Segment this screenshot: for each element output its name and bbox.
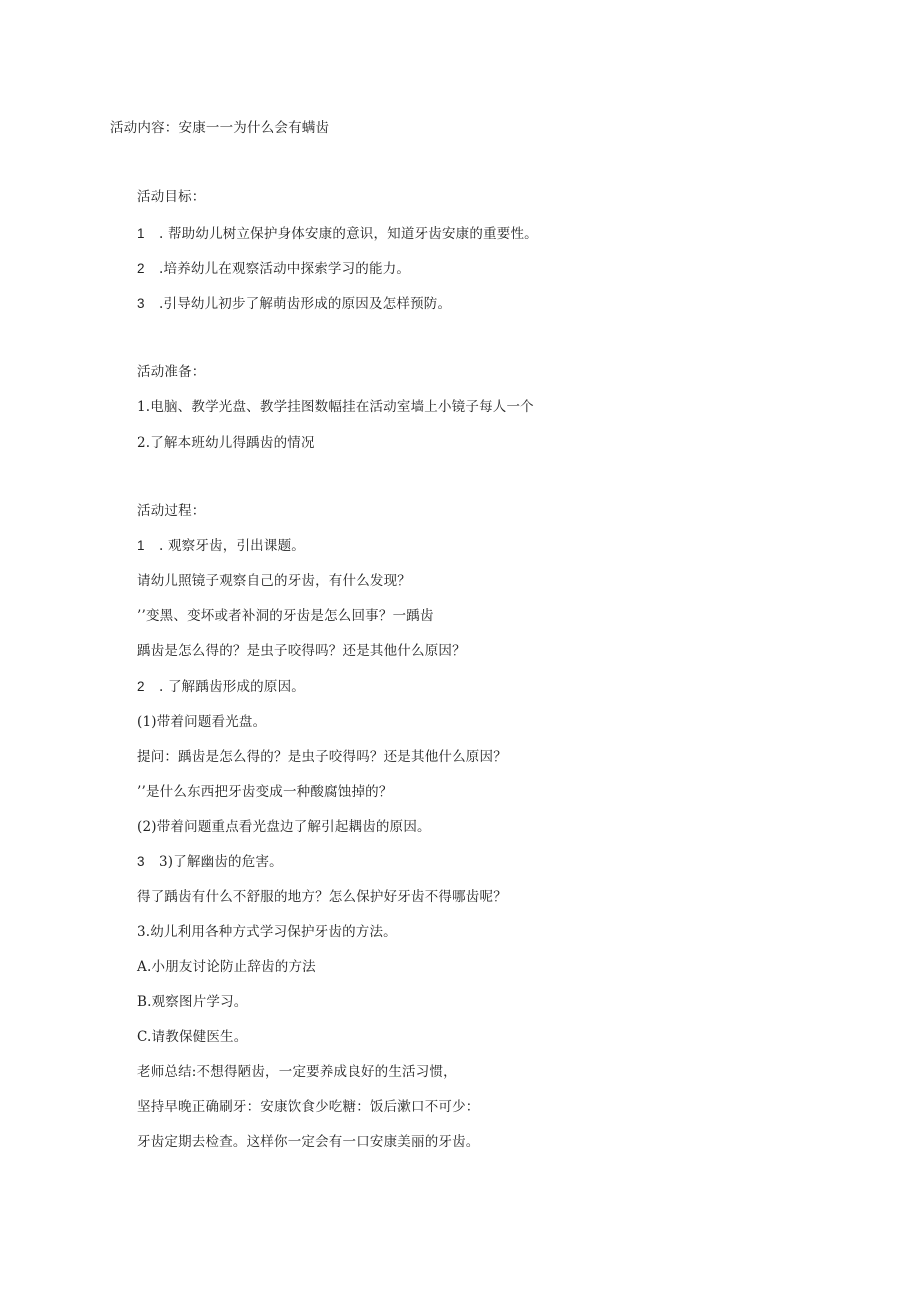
goal-number: 1 — [137, 226, 145, 241]
goal-number: 2 — [137, 261, 145, 276]
process-line: ’’是什么东西把牙齿变成一种酸腐蚀掉的？ — [137, 784, 393, 800]
goal-item — [137, 225, 538, 243]
step-text: 3)了解幽齿的危害。 — [159, 854, 283, 870]
process-heading: 活动过程： — [137, 503, 206, 519]
goal-text: . 帮助幼儿树立保护身体安康的意识，知道牙齿安康的重要性。 — [159, 226, 538, 242]
process-line: C.请教保健医生。 — [137, 1029, 248, 1045]
process-line: 老师总结:不想得陋齿，一定要养成良好的生活习惯， — [137, 1064, 457, 1080]
goal-item — [137, 295, 451, 313]
process-line: 得了踽齿有什么不舒服的地方？怎么保护好牙齿不得哪齿呢？ — [137, 889, 507, 905]
process-line: 坚持早晚正确刷牙：安康饮食少吃糖：饭后漱口不可少： — [137, 1099, 480, 1115]
process-line: 提问：踽齿是怎么得的？是虫子咬得吗？还是其他什么原因？ — [137, 749, 507, 765]
process-line: 请幼儿照镜子观察自己的牙齿，有什么发现？ — [137, 573, 411, 589]
process-line: ’’变黑、变坏或者补洞的牙齿是怎么回事？一踽齿 — [137, 608, 434, 624]
process-line: B.观察图片学习。 — [137, 994, 248, 1010]
step-number: 3 — [137, 854, 145, 869]
preparation-item: 1.电脑、教学光盘、教学挂图数幅挂在活动室墙上小镜子每人一个 — [137, 399, 534, 415]
document-title: 活动内容：安康一一为什么会有螨齿 — [110, 120, 330, 136]
process-line: 踽齿是怎么得的？是虫子咬得吗？还是其他什么原因？ — [137, 643, 466, 659]
process-step — [137, 537, 305, 555]
goal-text: .引导幼儿初步了解萌齿形成的原因及怎样预防。 — [159, 296, 452, 312]
process-step — [137, 853, 283, 871]
goal-number: 3 — [137, 296, 145, 311]
step-text: . 观察牙齿，引出课题。 — [159, 538, 305, 554]
process-line: (2)带着问题重点看光盘边了解引起耦齿的原因。 — [137, 819, 431, 835]
preparation-heading: 活动准备： — [137, 364, 206, 380]
process-step — [137, 678, 305, 696]
process-line: 牙齿定期去检查。这样你一定会有一口安康美丽的牙齿。 — [137, 1134, 480, 1150]
goal-text: .培养幼儿在观察活动中探索学习的能力。 — [159, 261, 411, 277]
goals-heading: 活动目标： — [137, 189, 206, 205]
preparation-item: 2.了解本班幼儿得踽齿的情况 — [137, 435, 315, 451]
step-number: 2 — [137, 679, 145, 694]
step-text: . 了解踽齿形成的原因。 — [159, 679, 305, 695]
process-line: A.小朋友讨论防止辞齿的方法 — [137, 959, 316, 975]
process-line: (1)带着问题看光盘。 — [137, 714, 267, 730]
goal-item — [137, 260, 410, 278]
step-number: 1 — [137, 538, 145, 553]
process-line: 3.幼儿利用各种方式学习保护牙齿的方法。 — [137, 924, 397, 940]
